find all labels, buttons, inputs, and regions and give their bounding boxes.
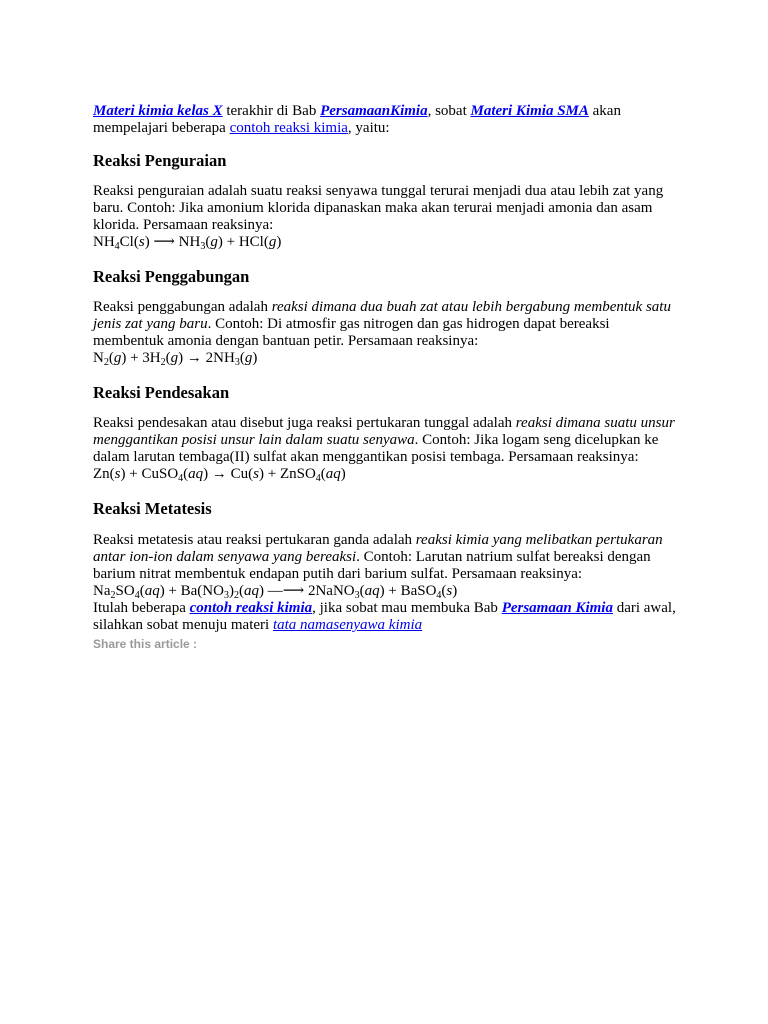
intro-text-4: , yaitu: bbox=[347, 120, 390, 136]
equation-penggabungan: $N_2(g) + 3H_2(g) \to 2NH_3(g)$ bbox=[93, 350, 258, 368]
link-contoh-reaksi-kimia-2[interactable]: contoh reaksi kimia bbox=[189, 600, 313, 616]
link-persamaan-kimia-2[interactable]: Persamaan Kimia bbox=[501, 600, 613, 616]
link-tata-nama-senyawa[interactable]: tata namasenyawa kimia bbox=[272, 617, 423, 633]
heading-reaksi-penguraian: Reaksi Penguraian bbox=[93, 151, 227, 170]
heading-reaksi-metatesis: Reaksi Metatesis bbox=[93, 499, 212, 518]
paragraph-penggabungan: Reaksi penggabungan adalah reaksi dimana dua buah zat atau lebih bergabung membentuk satu jenis zat yang baru. Contoh: Di atmosfir gas nitrogen dan gas hidrogen dapat bereaksi membentuk amonia dengan bantuan petir. Persamaan reaksinya: bbox=[93, 299, 671, 349]
link-contoh-reaksi-kimia[interactable]: contoh reaksi kimia bbox=[229, 120, 348, 136]
link-materi-kimia-kelas-x[interactable]: Materi kimia kelas X bbox=[93, 103, 223, 119]
equation-metatesis: $Na_2SO_4(aq) + Ba(NO_3)_2(aq)$ —⟶ 2NaNO$_3$(aq) + BaSO$_4$(s) bbox=[93, 583, 458, 601]
share-label: Share this article : bbox=[93, 637, 198, 651]
intro-text-1: terakhir di Bab bbox=[222, 103, 321, 119]
paragraph-penguraian: Reaksi penguraian adalah suatu reaksi senyawa tunggal terurai menjadi dua atau lebih zat yang baru. Contoh: Jika amonium klorida dipanaskan maka akan terurai menjadi amonia dan asam klorida. Persamaan reaksinya: bbox=[93, 183, 664, 233]
link-persamaan-kimia[interactable]: PersamaanKimia bbox=[320, 103, 428, 119]
equation-penguraian: $NH_4Cl(s)$ ⟶ $NH_3(g) + HCl(g)$ bbox=[93, 234, 282, 252]
intro-paragraph bbox=[93, 103, 683, 137]
paragraph-metatesis: Reaksi metatesis atau reaksi pertukaran ganda adalah reaksi kimia yang melibatkan pertukaran antar ion-ion dalam senyawa yang bereaksi. Contoh: Larutan natrium sulfat bereaksi dengan barium nitrat membentuk endapan putih dari barium sulfat. Persamaan reaksinya: bbox=[93, 532, 663, 582]
paragraph-pendesakan: Reaksi pendesakan atau disebut juga reaksi pertukaran tunggal adalah reaksi dimana suatu unsur menggantikan posisi unsur lain dalam suatu senyawa. Contoh: Jika logam seng dicelupkan ke dalam larutan tembaga(II) sulfat akan menggantikan posisi tembaga. Persamaan reaksinya: bbox=[93, 415, 675, 465]
article-body bbox=[93, 103, 683, 651]
link-materi-kimia-sma[interactable]: Materi Kimia SMA bbox=[470, 103, 589, 119]
intro-text-2: , sobat bbox=[427, 103, 471, 119]
outro-paragraph: Itulah beberapa contoh reaksi kimia, jika sobat mau membuka Bab Persamaan Kimia dari awal, silahkan sobat menuju materi tata namasenyawa kimia bbox=[93, 600, 676, 633]
equation-pendesakan: Zn(s) + CuSO$_4$(aq) → Cu(s) + ZnSO$_4$(aq) bbox=[93, 466, 346, 484]
heading-reaksi-penggabungan: Reaksi Penggabungan bbox=[93, 267, 250, 286]
heading-reaksi-pendesakan: Reaksi Pendesakan bbox=[93, 383, 230, 402]
intro-text-3: akan mempelajari beberapa bbox=[93, 103, 621, 136]
